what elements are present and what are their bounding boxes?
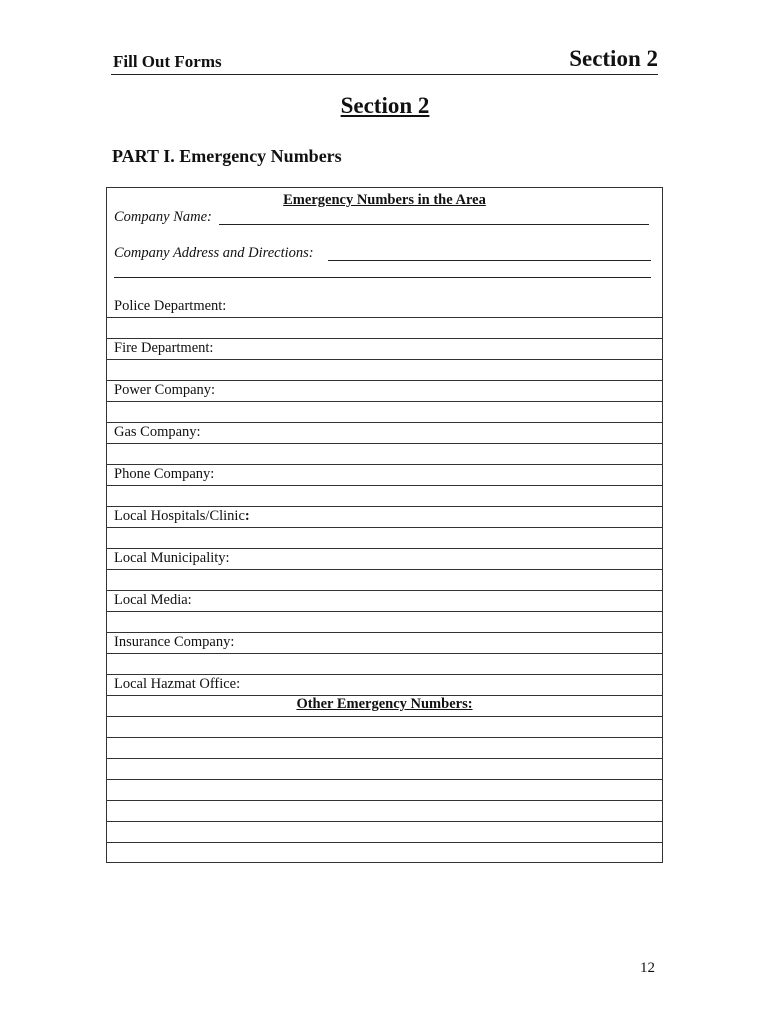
row-divider [107, 632, 662, 633]
row-divider [107, 464, 662, 465]
row-divider [107, 338, 662, 339]
field-entry-row[interactable] [107, 611, 662, 632]
field-label-text: Phone Company: [114, 466, 215, 482]
field-label-4 [114, 424, 201, 441]
field-label-8 [114, 592, 192, 609]
page-title-text: Section 2 [340, 93, 430, 118]
page-number: 12 [640, 960, 655, 976]
company-address-field-line-2[interactable] [114, 277, 651, 278]
field-label-text: Local Municipality: [114, 550, 230, 566]
field-entry-row[interactable] [107, 569, 662, 590]
company-name-label: Company Name: [114, 209, 212, 225]
page-title [0, 93, 770, 119]
other-number-entry-row[interactable] [107, 821, 662, 842]
field-entry-row[interactable] [107, 359, 662, 380]
company-address-label: Company Address and Directions: [114, 245, 314, 261]
row-divider [107, 548, 662, 549]
field-label-text: Gas Company: [114, 424, 201, 440]
field-label-6 [114, 508, 250, 525]
field-label-text: Local Media: [114, 592, 192, 608]
field-label-text: Insurance Company: [114, 634, 235, 650]
other-number-entry-row[interactable] [107, 800, 662, 821]
company-address-field[interactable] [328, 260, 651, 261]
part-heading: PART I. Emergency Numbers [112, 146, 342, 166]
field-label-text: Power Company: [114, 382, 216, 398]
field-entry-row[interactable] [107, 401, 662, 422]
emergency-numbers-form [106, 187, 663, 863]
field-entry-row[interactable] [107, 317, 662, 338]
header-section-label-right: Section 2 [569, 46, 658, 71]
field-label-suffix: : [244, 508, 250, 524]
field-entry-row[interactable] [107, 485, 662, 506]
field-label-7 [114, 550, 230, 567]
field-label-text: Local Hospitals/Clinic [114, 508, 245, 524]
other-numbers-heading: Other Emergency Numbers: [296, 696, 473, 712]
header-section-label-left: Fill Out Forms [113, 52, 222, 71]
other-number-entry-row[interactable] [107, 737, 662, 758]
company-name-field[interactable] [219, 224, 649, 225]
field-label-2 [114, 340, 213, 357]
row-divider [107, 422, 662, 423]
field-label-9 [114, 634, 234, 651]
row-divider [107, 590, 662, 591]
row-divider [107, 674, 662, 675]
other-number-entry-row[interactable] [107, 716, 662, 737]
field-entry-row[interactable] [107, 443, 662, 464]
form-heading: Emergency Numbers in the Area [283, 192, 486, 208]
field-label-3 [114, 382, 215, 399]
field-label-1 [114, 298, 226, 315]
field-entry-row[interactable] [107, 653, 662, 674]
other-number-entry-row[interactable] [107, 779, 662, 800]
header-rule [111, 74, 658, 75]
row-divider [107, 380, 662, 381]
field-label-text: Police Department: [114, 298, 227, 314]
field-entry-row[interactable] [107, 527, 662, 548]
field-label-5 [114, 466, 214, 483]
other-number-entry-row[interactable] [107, 758, 662, 779]
field-label-text: Local Hazmat Office: [114, 676, 241, 692]
other-number-entry-row[interactable] [107, 842, 662, 863]
field-label-10 [114, 676, 240, 693]
row-divider [107, 506, 662, 507]
field-label-text: Fire Department: [114, 340, 214, 356]
